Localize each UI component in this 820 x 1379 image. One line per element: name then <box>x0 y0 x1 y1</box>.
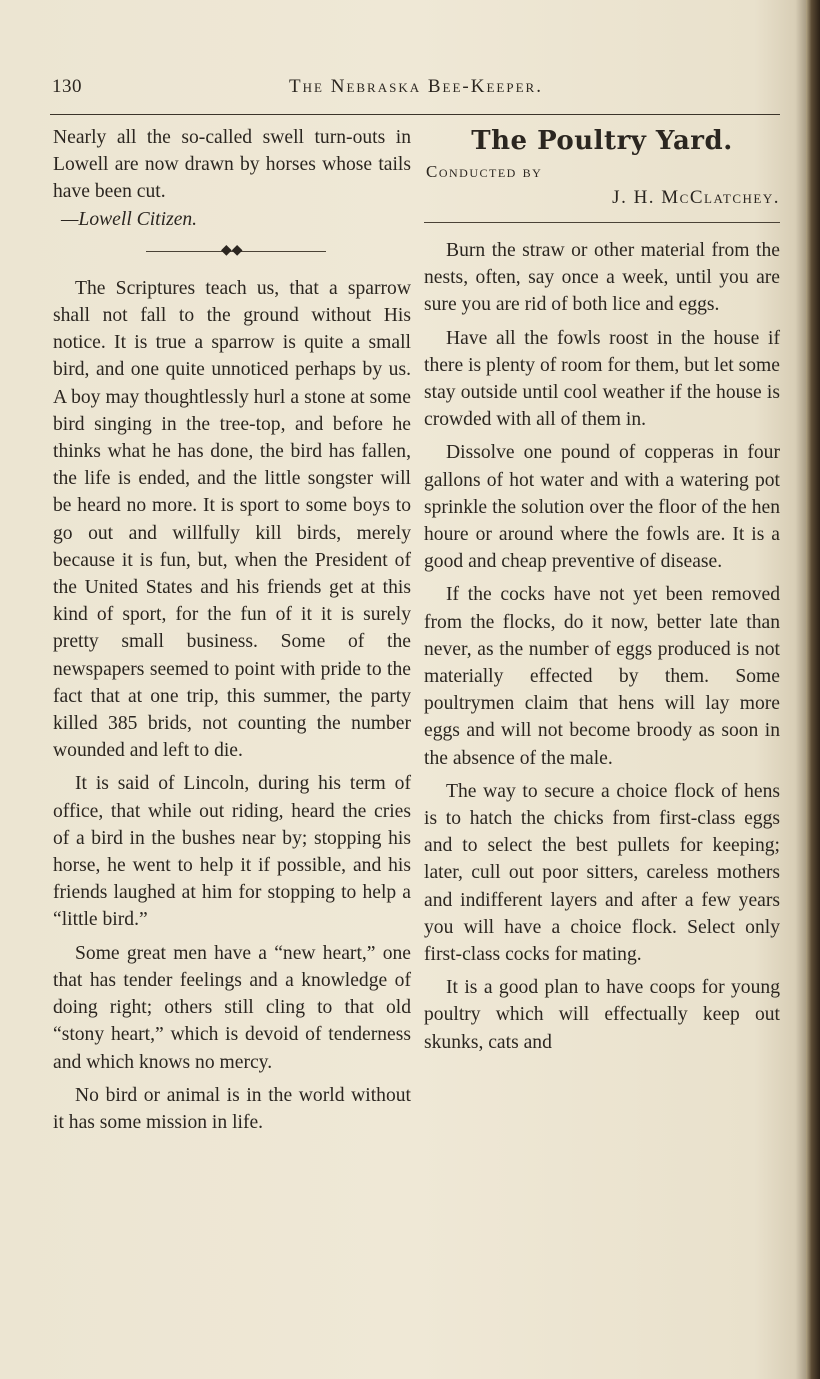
paragraph: Nearly all the so-called swell turn-outs in Lowell are now drawn by horses whose tails have been cut. <box>53 127 411 203</box>
editor-name-text: J. H. McClatchey. <box>612 187 780 208</box>
section-rule <box>424 222 780 223</box>
section-divider <box>53 237 411 267</box>
paragraph: Some great men have a “new heart,” one that has tender feelings and a knowledge of doing right; others still cling to that old “stony heart,” which is devoid of tenderness and which knows no mercy. <box>53 942 411 1073</box>
paragraph: Dissolve one pound of copperas in four gallons of hot water and with a watering pot sprinkle the solution over the floor of the hen houre or around where the fowls are. It is a good and cheap preventive of disease. <box>424 442 780 573</box>
running-title: The Nebraska Bee-Keeper. <box>289 76 543 97</box>
book-binding-edge <box>806 0 820 1379</box>
paragraph: Have all the fowls roost in the house if there is plenty of room for them, but let some stay outside until cool weather if the house is crowded with all of them in. <box>424 327 780 431</box>
page-header <box>52 76 780 102</box>
section-title: The Poultry Yard. <box>471 126 733 156</box>
paragraph: The way to secure a choice flock of hens is to hatch the chicks from first-class eggs and to select the best pullets for keeping; later, cull out poor sitters, careless mothers and indifferent layers and after a few years you will have a choice flock. Select only first-class cocks for mating. <box>424 780 780 966</box>
paragraph: The Scriptures teach us, that a sparrow shall not fall to the ground without His notice. It is true a sparrow is quite a small bird, and one quite unnoticed perhaps by us. A boy may thoughtlessly hurl a stone at some bird singing in the tree-top, and before he thinks what he has done, the bird has fallen, the life is ended, and the little songster will be heard no more. It is sport to some boys to go out and willfully kill birds, merely because it is fun, but, when the President of the United States and his friends get at this kind of sport, for the fun of it it is surely pretty small business. Some of the newspapers seemed to point with pride to the fact that at one trip, this summer, the party killed 385 brids, not counting the number wounded and left to die. <box>53 277 411 762</box>
page-number: 130 <box>52 76 82 97</box>
editor-name <box>424 184 780 212</box>
divider-ornament: ◆◆ <box>221 242 243 258</box>
paragraph: It is a good plan to have coops for young poultry which will effectually keep out skunks, cats and <box>424 977 780 1053</box>
header-rule <box>50 114 780 115</box>
left-column <box>53 124 411 1136</box>
paragraph: No bird or animal is in the world without it has some mission in life. <box>53 1084 411 1133</box>
conducted-by-label: Conducted by <box>426 162 543 181</box>
paragraph: If the cocks have not yet been removed from the flocks, do it now, better late than never, as the number of eggs produced is not materially effected by them. Some poultrymen claim that hens will lay more eggs and will not become broody as soon in the absence of the male. <box>424 584 780 769</box>
right-column <box>424 124 780 1056</box>
source-credit: —Lowell Citizen. <box>61 208 198 230</box>
paragraph: Burn the straw or other material from the nests, often, say once a week, until you are sure you are rid of both lice and eggs. <box>424 240 780 316</box>
paragraph: It is said of Lincoln, during his term of office, that while out riding, heard the cries of a bird in the bushes near by; stopping his horse, he went to help it if possible, and his friends laughed at him for stopping to help a “little bird.” <box>53 773 411 931</box>
